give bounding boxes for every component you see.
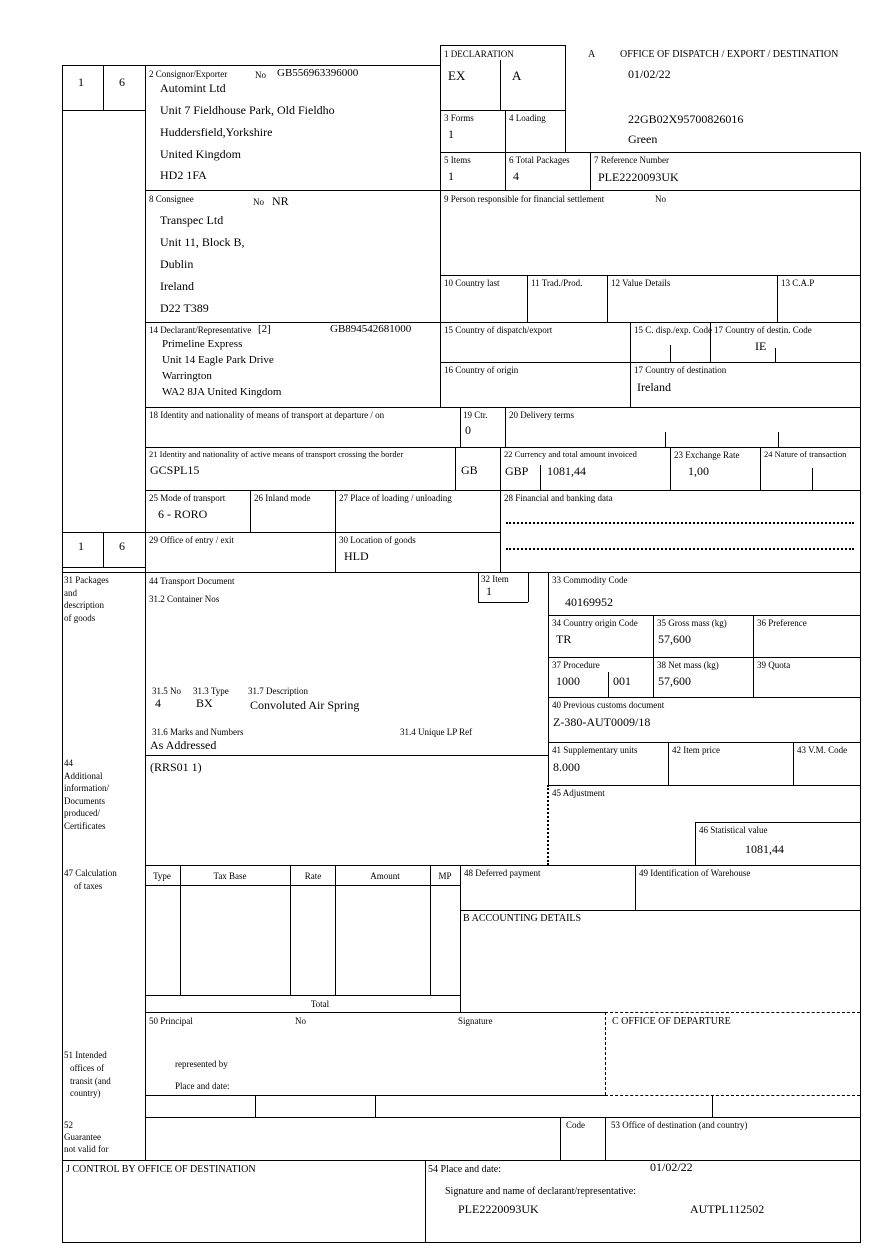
grid-line [793, 742, 794, 785]
grid-line [145, 885, 460, 886]
grid-line [478, 602, 528, 603]
box7-label: 7 Reference Number [594, 155, 669, 165]
box5-value: 1 [448, 169, 454, 183]
box41-label: 41 Supplementary units [552, 745, 638, 755]
box27-label: 27 Place of loading / unloading [339, 493, 452, 503]
box33-label: 33 Commodity Code [552, 575, 628, 585]
grid-line [607, 275, 608, 322]
grid-line [62, 65, 63, 1243]
box47-col-tax-base: Tax Base [213, 871, 247, 881]
box44-margin-line1: 44 [64, 758, 73, 768]
grid-line [506, 522, 854, 524]
box24-label: 24 Nature of transaction [764, 449, 847, 459]
box14-label: 14 Declarant/Representative [149, 325, 252, 335]
box47-col-amount: Amount [370, 871, 400, 881]
box14-code: [2] [258, 323, 271, 335]
grid-line [145, 1095, 605, 1096]
grid-line [250, 490, 251, 532]
box54-declarant-id: AUTPL112502 [690, 1202, 765, 1216]
grid-line [506, 548, 854, 550]
box8-no-label: No [253, 197, 264, 207]
grid-line [62, 572, 860, 573]
box37-value2: 001 [613, 674, 631, 688]
grid-line [860, 152, 861, 1243]
box37-label: 37 Procedure [552, 660, 600, 670]
grid-line [455, 447, 456, 490]
box40-label: 40 Previous customs document [552, 700, 665, 710]
box54-date: 01/02/22 [650, 1160, 693, 1174]
grid-line [760, 447, 761, 490]
box22-label: 22 Currency and total amount invoiced [504, 449, 637, 459]
box21-value: GCSPL15 [150, 463, 200, 477]
grid-line [145, 190, 860, 191]
box51-margin-line1: 51 Intended [64, 1050, 107, 1060]
corner-cell-6-mid: 6 [119, 539, 125, 553]
box14-eori: GB894542681000 [330, 323, 412, 335]
box31-5-no-label: 31.5 No [152, 686, 181, 696]
box21-nationality: GB [461, 463, 478, 477]
box51-margin-line2: offices of [70, 1063, 105, 1073]
box20-label: 20 Delivery terms [509, 410, 574, 420]
grid-line [665, 432, 666, 447]
box54-label: 54 Place and date: [428, 1164, 502, 1175]
box50-signature-label: Signature [458, 1016, 493, 1026]
box19-value: 0 [465, 423, 471, 437]
box43-label: 43 V.M. Code [797, 745, 848, 755]
box38-label: 38 Net mass (kg) [657, 660, 719, 670]
box8-no-value: NR [272, 194, 289, 208]
box30-value: HLD [344, 549, 369, 563]
box31-margin-line3: description [64, 600, 104, 610]
box19-label: 19 Ctr. [463, 410, 488, 420]
box26-label: 26 Inland mode [254, 493, 311, 503]
grid-line [62, 1242, 861, 1243]
box9-no-label: No [655, 194, 666, 204]
grid-line [375, 1095, 376, 1117]
grid-line [460, 910, 860, 911]
box3-label: 3 Forms [444, 113, 474, 123]
box31-3-type-label: 31.3 Type [193, 686, 229, 696]
grid-line [560, 1117, 561, 1160]
box2-eori: GB556963396000 [277, 67, 359, 79]
box14-address-line1: Primeline Express [162, 338, 243, 350]
box34-value: TR [556, 632, 572, 646]
box2-no-label: No [255, 70, 266, 80]
box2-address-line2: Unit 7 Fieldhouse Park, Old Fieldho [160, 103, 335, 117]
box41-value: 8.000 [553, 760, 580, 774]
grid-line [145, 755, 548, 756]
box53-label: 53 Office of destination (and country) [611, 1120, 748, 1130]
box9-label: 9 Person responsible for financial settlement [444, 194, 605, 204]
box29-label: 29 Office of entry / exit [149, 535, 235, 545]
box14-address-line2: Unit 14 Eagle Park Drive [162, 354, 274, 366]
section-a-mrn: 22GB02X95700826016 [628, 112, 744, 126]
box47-margin-line2: of taxes [74, 881, 103, 891]
grid-line [605, 1012, 860, 1013]
grid-line [670, 345, 671, 362]
box8-address-line4: Ireland [160, 279, 194, 293]
box44-margin-line6: Certificates [64, 821, 106, 831]
box44-margin-line4: Documents [64, 796, 105, 806]
grid-line [528, 572, 529, 602]
section-b-label: B ACCOUNTING DETAILS [463, 913, 582, 924]
grid-line [62, 567, 145, 568]
grid-line [812, 468, 813, 490]
grid-line [505, 110, 506, 190]
box3-value: 1 [448, 127, 454, 141]
grid-line [145, 407, 860, 408]
box17-label: 17 Country of destination [634, 365, 727, 375]
box2-address-line1: Automint Ltd [160, 81, 226, 95]
grid-line [440, 45, 565, 46]
box8-address-line1: Transpec Ltd [160, 213, 224, 227]
section-c-label: C OFFICE OF DEPARTURE [612, 1016, 731, 1027]
box14-address-line3: Warrington [162, 370, 212, 382]
box7-value: PLE2220093UK [598, 170, 679, 184]
box17a-label: 17 Country of destin. Code [714, 325, 812, 335]
grid-line [630, 322, 631, 407]
grid-line [505, 407, 506, 447]
box34-label: 34 Country origin Code [552, 618, 638, 628]
box8-label: 8 Consignee [149, 194, 194, 204]
box13-label: 13 C.A.P [781, 278, 815, 288]
grid-line [668, 742, 669, 785]
box48-label: 48 Deferred payment [464, 868, 541, 878]
grid-line [608, 672, 609, 697]
grid-line [440, 362, 860, 363]
grid-line [753, 615, 754, 697]
grid-line [635, 865, 636, 910]
grid-line [145, 1012, 605, 1013]
grid-line [62, 1160, 860, 1161]
box23-value: 1,00 [688, 464, 709, 478]
box1-label: 1 DECLARATION [444, 49, 514, 59]
grid-line [548, 572, 549, 785]
box44-value: (RRS01 1) [150, 760, 202, 774]
box23-label: 23 Exchange Rate [674, 450, 740, 460]
box6-label: 6 Total Packages [509, 155, 570, 165]
box52-margin-line3: not valid for [64, 1144, 109, 1154]
box40-value: Z-380-AUT0009/18 [553, 715, 651, 729]
box2-address-line5: HD2 1FA [160, 168, 207, 182]
box31-7-desc-label: 31.7 Description [248, 686, 308, 696]
box10-label: 10 Country last [444, 278, 500, 288]
grid-line [605, 1012, 606, 1095]
box47-margin-line1: 47 Calculation [64, 868, 117, 878]
box12-label: 12 Value Details [611, 278, 671, 288]
grid-line [440, 152, 860, 153]
grid-line [548, 697, 860, 698]
box31-6-marks-label: 31.6 Marks and Numbers [152, 727, 244, 737]
box51-margin-line3: transit (and [70, 1076, 111, 1086]
grid-line [145, 322, 860, 323]
grid-line [103, 65, 104, 110]
box1-subtype-value: A [512, 68, 522, 83]
grid-line [540, 465, 541, 490]
box28-label: 28 Financial and banking data [504, 493, 613, 503]
grid-line [500, 447, 501, 572]
box14-address-line4: WA2 8JA United Kingdom [162, 386, 282, 398]
grid-line [547, 785, 549, 865]
grid-line [527, 275, 528, 322]
box31-margin-line4: of goods [64, 613, 96, 623]
box15a-label: 15 C. disp./exp. Code [634, 325, 712, 335]
box15-label: 15 Country of dispatch/export [444, 325, 553, 335]
grid-line [103, 532, 104, 567]
box31-margin-line2: and [64, 588, 77, 598]
grid-line [548, 615, 860, 616]
grid-line [460, 865, 461, 1012]
grid-line [590, 152, 591, 190]
grid-line [605, 1095, 860, 1096]
grid-line [548, 785, 860, 786]
box47-col-rate: Rate [304, 871, 322, 881]
box8-address-line5: D22 T389 [160, 301, 209, 315]
box44-transport-doc-label: 44 Transport Document [149, 576, 235, 586]
box44-margin-line2: Additional [64, 771, 103, 781]
box52-margin-line2: Guarantee [64, 1132, 101, 1142]
box35-label: 35 Gross mass (kg) [657, 618, 727, 628]
box6-value: 4 [513, 169, 519, 183]
grid-line [145, 447, 860, 448]
box49-label: 49 Identification of Warehouse [639, 868, 751, 878]
box47-col-type: Type [153, 871, 171, 881]
box33-value: 40169952 [565, 595, 613, 609]
grid-line [548, 657, 860, 658]
grid-line [335, 490, 336, 572]
box5-label: 5 Items [444, 155, 471, 165]
grid-line [440, 45, 441, 407]
grid-line [478, 572, 479, 602]
box4-label: 4 Loading [509, 113, 546, 123]
box17a-value: IE [755, 339, 767, 353]
grid-line [565, 45, 566, 152]
grid-line [145, 490, 860, 491]
box17-value: Ireland [637, 380, 671, 394]
section-j-label: J CONTROL BY OFFICE OF DESTINATION [66, 1164, 256, 1175]
box8-address-line2: Unit 11, Block B, [160, 235, 245, 249]
section-a-letter: A [588, 49, 596, 60]
grid-line [62, 65, 440, 66]
box35-value: 57,600 [658, 632, 691, 646]
box31-3-type-value: BX [196, 696, 213, 710]
grid-line [775, 348, 776, 362]
box47-total-label: Total [310, 999, 330, 1009]
grid-line [653, 615, 654, 697]
section-a-routing: Green [628, 132, 658, 146]
grid-line [777, 275, 778, 322]
box44-margin-line3: information/ [64, 783, 109, 793]
box31-6-marks-value: As Addressed [150, 738, 217, 752]
box45-label: 45 Adjustment [552, 788, 605, 798]
grid-line [255, 1095, 256, 1117]
grid-line [460, 407, 461, 447]
box25-value: 6 - RORO [158, 507, 208, 521]
box8-address-line3: Dublin [160, 257, 194, 271]
grid-line [500, 60, 501, 110]
box2-label: 2 Consignor/Exporter [149, 69, 228, 79]
grid-line [145, 865, 860, 866]
box50-place-date: Place and date: [175, 1081, 230, 1091]
box50-label: 50 Principal [149, 1016, 193, 1026]
corner-cell-6-top: 6 [119, 75, 125, 89]
box31-7-desc-value: Convoluted Air Spring [250, 698, 360, 712]
grid-line [145, 995, 460, 996]
grid-line [695, 822, 860, 823]
box42-label: 42 Item price [672, 745, 720, 755]
box31-4-lp-label: 31.4 Unique LP Ref [400, 727, 473, 737]
section-a-title: OFFICE OF DISPATCH / EXPORT / DESTINATION [620, 49, 839, 60]
grid-line [778, 432, 779, 447]
grid-line [62, 110, 145, 111]
box39-label: 39 Quota [757, 660, 791, 670]
box51-margin-line4: country) [70, 1088, 101, 1098]
grid-line [145, 1117, 860, 1118]
box50-no-label: No [295, 1016, 306, 1026]
grid-line [62, 532, 500, 533]
box18-label: 18 Identity and nationality of means of transport at departure / on [149, 410, 385, 420]
box44-margin-line5: produced/ [64, 808, 100, 818]
corner-cell-1-mid: 1 [78, 539, 84, 553]
box11-label: 11 Trad./Prod. [531, 278, 583, 288]
box46-value: 1081,44 [745, 842, 784, 856]
box32-value: 1 [486, 584, 492, 598]
box47-col-mp: MP [438, 871, 452, 881]
grid-line [548, 742, 860, 743]
box31-2-container-label: 31.2 Container Nos [149, 594, 220, 604]
grid-line [605, 1117, 606, 1160]
corner-cell-1-top: 1 [78, 75, 84, 89]
section-a-date: 01/02/22 [628, 67, 671, 81]
box50-represented-by: represented by [175, 1059, 228, 1069]
grid-line [425, 1160, 426, 1242]
box31-margin-line1: 31 Packages [64, 575, 109, 585]
box52-code-label: Code [566, 1120, 585, 1130]
box54-signature-label: Signature and name of declarant/representative: [445, 1186, 637, 1197]
grid-line [440, 275, 860, 276]
box32-label: 32 Item [481, 574, 509, 584]
box2-address-line4: United Kingdom [160, 147, 241, 161]
box38-value: 57,600 [658, 674, 691, 688]
grid-line [712, 1095, 713, 1117]
box31-5-no-value: 4 [155, 696, 161, 710]
grid-line [695, 822, 696, 865]
box1-type-value: EX [448, 68, 466, 83]
box25-label: 25 Mode of transport [149, 493, 226, 503]
box52-margin-line1: 52 [64, 1120, 73, 1130]
box2-address-line3: Huddersfield,Yorkshire [160, 125, 273, 139]
grid-line [440, 110, 565, 111]
grid-line [670, 447, 671, 490]
box54-reference: PLE2220093UK [458, 1202, 539, 1216]
box46-label: 46 Statistical value [699, 825, 768, 835]
box30-label: 30 Location of goods [339, 535, 416, 545]
box37-value1: 1000 [556, 674, 580, 688]
box22-amount: 1081,44 [547, 464, 586, 478]
box22-currency: GBP [505, 464, 529, 478]
box21-label: 21 Identity and nationality of active means of transport crossing the border [149, 449, 404, 459]
box36-label: 36 Preference [757, 618, 807, 628]
box16-label: 16 Country of origin [444, 365, 519, 375]
